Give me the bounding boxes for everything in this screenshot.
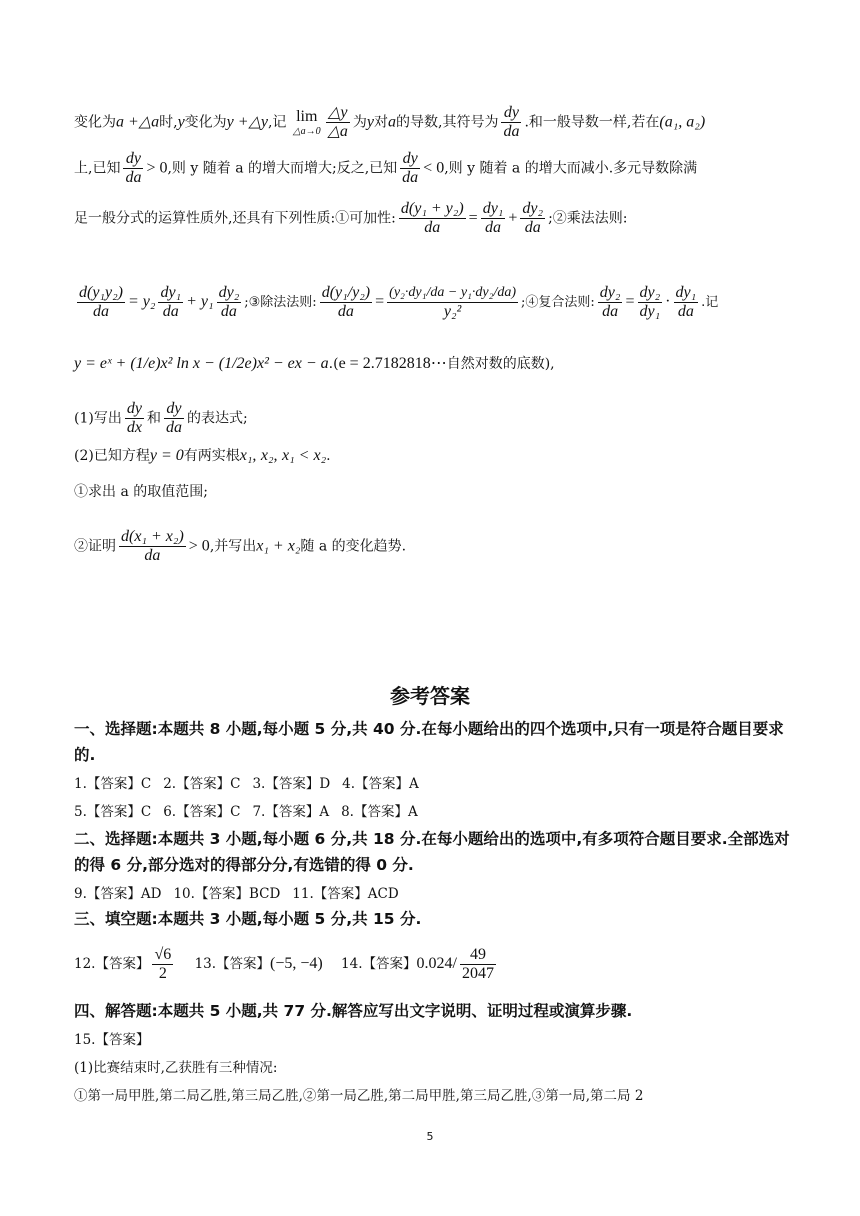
answer-item: 6.【答案】C: [163, 804, 241, 820]
answer-label: 12.【答案】: [74, 956, 150, 972]
math-interval: (a₁, a₂): [659, 113, 706, 131]
fraction: $\frac{\text{d(y₁/y₂)}}{da}$: [321, 284, 371, 320]
section-2-heading: 二、选择题:本题共 3 小题,每小题 6 分,共 18 分.在每小题给出的选项中,有多项符合题目要求.全部选对的得 6 分,部分选对的得部分分,有选错的得 0 分.: [74, 830, 790, 874]
answer-item: 4.【答案】A: [342, 776, 419, 792]
fraction: $\frac{\text{d(y₁y₂)}}{da}$: [79, 284, 123, 320]
math-expr: y +△y: [226, 113, 268, 131]
fraction: $\frac{dy}{da}$: [165, 400, 182, 436]
answer-15-line-2: ①第一局甲胜,第二局乙胜,第三局乙胜,②第一局乙胜,第二局甲胜,第三局乙胜,③第一局,第二局 2: [74, 1088, 644, 1104]
question-1: [74, 400, 794, 437]
text: 对: [374, 114, 389, 131]
fraction: $\frac{\text{dy₂}}{da}$: [218, 284, 240, 320]
text: 为: [352, 114, 367, 131]
problem-line-3: [74, 200, 794, 237]
question-2-part-2: [74, 528, 794, 565]
text: ①求出 a 的取值范围;: [74, 484, 208, 500]
question-2-part-1: [74, 482, 794, 502]
text: 自然对数的底数),: [446, 356, 555, 372]
math-expr: x₁ < x₂: [282, 447, 327, 464]
fraction: $\frac{49}{2047}$: [461, 946, 494, 982]
fraction: $\frac{\text{dy₁}}{da}$: [482, 200, 504, 236]
fraction: $\frac{√6}{2}$: [154, 946, 172, 982]
answer-15-label: 15.【答案】: [74, 1032, 150, 1048]
math-expr: x₁,: [239, 447, 257, 464]
function-expression: y = eˣ + (1/e)x² ln x − (1/2e)x² − ex − a: [74, 355, 329, 372]
problem-line-1: [74, 104, 794, 141]
answer-row-4: [74, 946, 794, 983]
text: 有两实根: [183, 448, 240, 464]
math-var: y: [177, 113, 185, 131]
answer-row-1: [74, 772, 794, 792]
text: 随 a 的变化趋势.: [300, 538, 407, 555]
text: 变化为: [184, 114, 227, 131]
fraction: $\frac{dy}{da}$: [125, 150, 142, 186]
math-expr: y = 0: [149, 447, 184, 464]
math-expr: < 0: [423, 159, 445, 177]
fraction: $\frac{dy}{da}$: [503, 104, 520, 140]
page-number: 5: [426, 1130, 434, 1143]
text: ,则 y 随着 a 的增大而增大;反之,已知: [167, 160, 398, 177]
text: .: [326, 448, 331, 464]
question-2: [74, 446, 794, 466]
text: 的导数,其符号为: [396, 114, 499, 131]
answer-value: (−5, −4): [270, 955, 323, 972]
question-label: (1)写出: [74, 410, 122, 427]
math-var: a: [388, 113, 397, 131]
fraction: $\frac{dy}{da}$: [402, 150, 419, 186]
text: 和: [146, 410, 161, 427]
text: 时,: [159, 114, 178, 131]
answer-item: 5.【答案】C: [74, 804, 152, 820]
text: .记: [701, 295, 719, 310]
answer-row-2: [74, 800, 794, 820]
section-1-heading: 一、选择题:本题共 8 小题,每小题 5 分,共 40 分.在每小题给出的四个选项中,只有一项是符合题目要求的.: [74, 720, 784, 764]
answer-item: 2.【答案】C: [163, 776, 241, 792]
fraction: $\frac{\text{dy₁}}{da}$: [160, 284, 182, 320]
math-op: ·: [665, 293, 671, 310]
text: ,并写出: [209, 538, 257, 555]
answer-item: 11.【答案】ACD: [292, 886, 399, 902]
math-op: + y₁: [186, 293, 214, 310]
answer-label: 13.【答案】: [194, 956, 271, 972]
answer-label: 14.【答案】: [341, 956, 417, 972]
math-expr: > 0: [188, 537, 210, 555]
text: ;②乘法法则:: [548, 210, 628, 227]
math-var: y: [366, 113, 375, 131]
answer-item: 7.【答案】A: [252, 804, 330, 820]
math-expr: a +△a: [116, 113, 160, 131]
answer-item: 3.【答案】D: [252, 776, 331, 792]
math-expr: x₁ + x₂: [256, 537, 301, 555]
fraction: $\frac{\text{dy₂}}{da}$: [599, 284, 621, 320]
section-4-heading: 四、解答题:本题共 5 小题,共 77 分.解答应写出文字说明、证明过程或演算步骤.: [74, 1002, 633, 1020]
answers-title: 参考答案: [390, 684, 470, 708]
math-op: +: [508, 209, 518, 227]
fraction: $\frac{dy}{dx}$: [126, 400, 142, 436]
fraction: $\frac{\text{d(x₁ + x₂)}}{da}$: [121, 528, 184, 564]
text: .和一般导数一样,若在: [524, 114, 660, 131]
fraction: $\frac{\text{dy₁}}{da}$: [675, 284, 697, 320]
text: ②证明: [74, 538, 116, 555]
text: 上,已知: [74, 160, 121, 177]
text: .(: [328, 356, 339, 372]
fraction: $\frac{\text{dy₂}}{da}$: [522, 200, 544, 236]
fraction: $\frac{\triangle y}{\triangle a}$: [327, 104, 348, 140]
problem-line-4: [74, 284, 794, 321]
text: ;③除法法则:: [244, 295, 317, 310]
section-3-heading: 三、填空题:本题共 3 小题,每小题 5 分,共 15 分.: [74, 910, 422, 928]
answer-item: 1.【答案】C: [74, 776, 152, 792]
text: 足一般分式的运算性质外,还具有下列性质:①可加性:: [74, 210, 396, 227]
math-op: =: [468, 209, 478, 227]
text: 变化为: [74, 114, 116, 131]
math-expr: x₂,: [260, 447, 278, 464]
answer-value: 0.024/: [416, 955, 457, 972]
answer-item: 10.【答案】BCD: [173, 886, 281, 902]
answer-row-3: [74, 882, 794, 902]
math-op: =: [625, 293, 635, 310]
text: 的表达式;: [186, 410, 248, 427]
text: ,则 y 随着 a 的增大而减小.多元导数除满: [444, 160, 698, 177]
fraction: $\frac{\text{d(y₁ + y₂)}}{da}$: [400, 200, 464, 236]
answer-item: 9.【答案】AD: [74, 886, 162, 902]
problem-line-2: [74, 150, 794, 187]
question-label: (2)已知方程: [74, 448, 150, 464]
limit-expression: lim △a→0: [292, 108, 321, 137]
math-op: =: [375, 293, 385, 310]
problem-line-5: [74, 354, 794, 374]
fraction: $\frac{\text{(y₂·dy₁/da − y₁·dy₂/da)}}{\text{y₂²}}$: [389, 285, 517, 320]
text: ,记: [267, 114, 287, 131]
answer-item: 8.【答案】A: [341, 804, 418, 820]
text: ;④复合法则:: [521, 295, 595, 310]
math-expr: > 0: [146, 159, 168, 177]
answer-15-line-1: (1)比赛结束时,乙获胜有三种情况:: [74, 1060, 278, 1076]
math-expr: e = 2.7182818⋯: [338, 355, 447, 372]
math-op: = y₂: [127, 293, 156, 310]
fraction: $\frac{\text{dy₂}}{\text{dy₁}}$: [639, 284, 661, 320]
